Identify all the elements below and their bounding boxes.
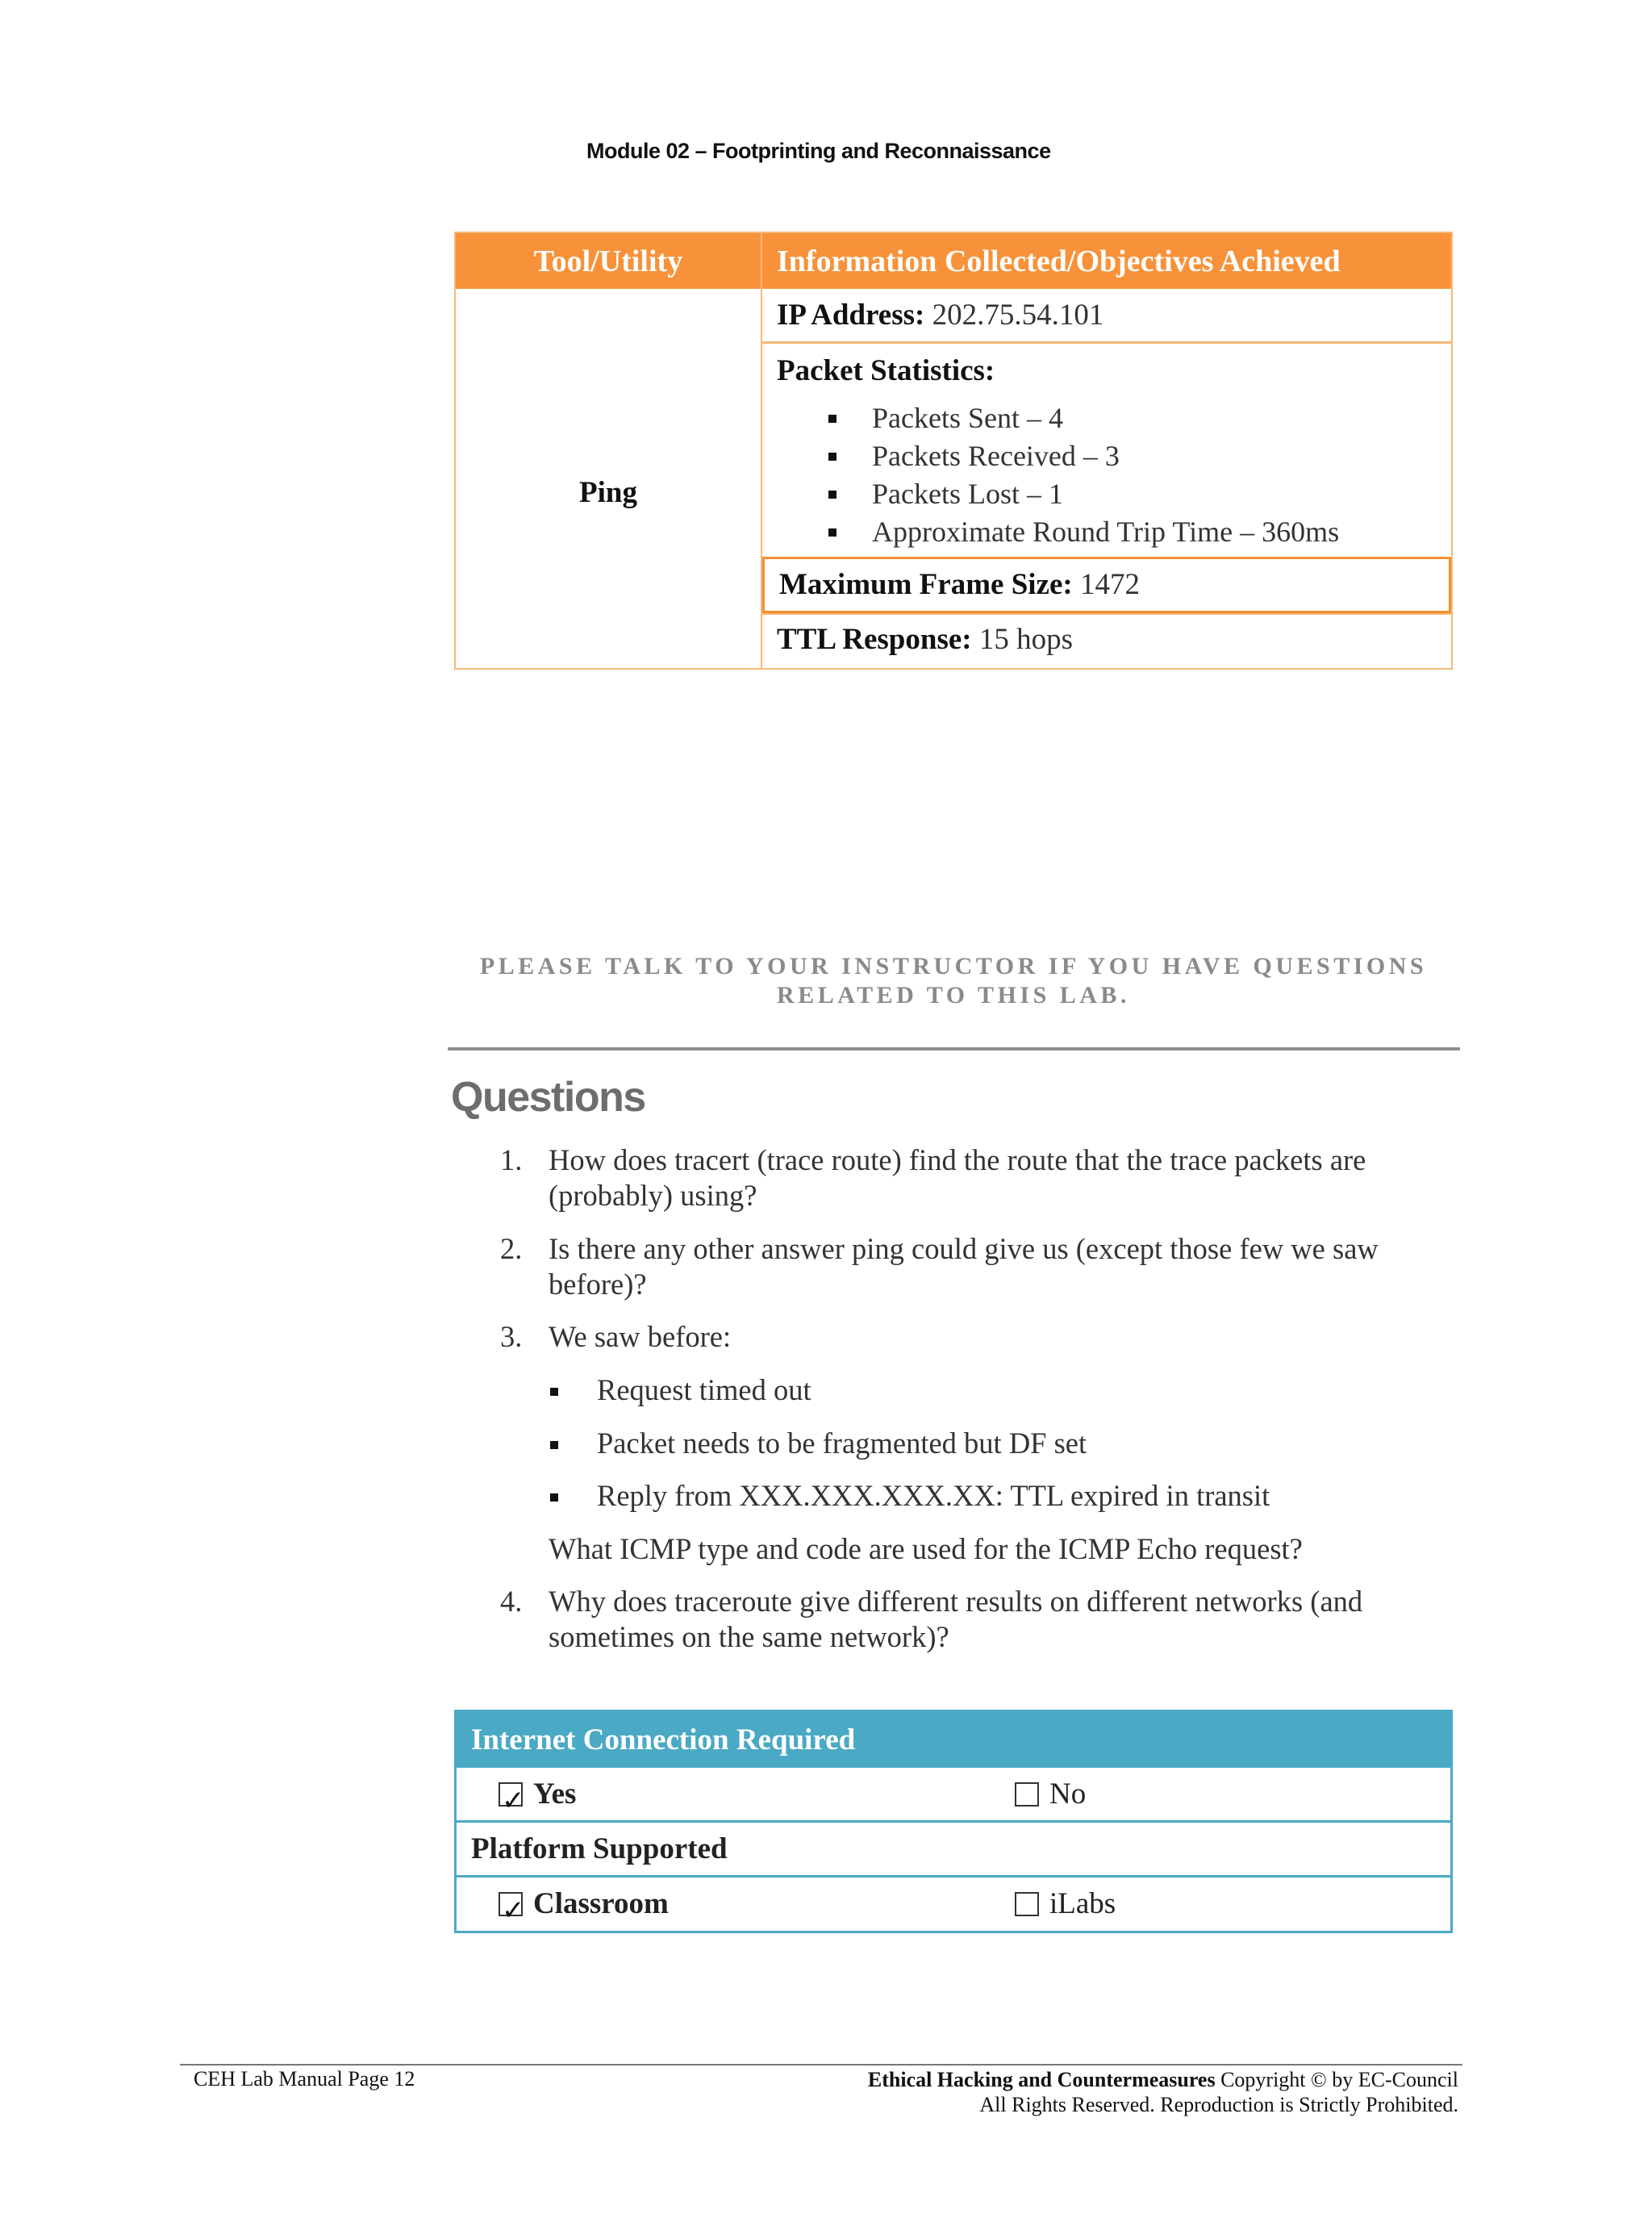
bullet-text: Packet needs to be fragmented but DF set: [597, 1426, 1087, 1460]
ping-results-table: [454, 232, 1453, 670]
question-number: 4.: [500, 1585, 523, 1618]
bullet-text: Reply from XXX.XXX.XXX.XX: TTL expired in transit: [597, 1479, 1270, 1512]
question-line: Why does traceroute give different results on different networks (and: [549, 1585, 1363, 1618]
bullet-text: Request timed out: [597, 1373, 811, 1406]
no-label: No: [1049, 1777, 1087, 1811]
question-text: [549, 1142, 1460, 1213]
list-item: Packets Lost – 1: [825, 475, 1451, 513]
question-number: 3.: [500, 1320, 523, 1353]
list-item: Packets Sent – 4: [825, 399, 1451, 437]
list-item: Approximate Round Trip Time – 360ms: [825, 513, 1451, 551]
question-text: [549, 1584, 1460, 1655]
platform-options-row: [457, 1875, 1450, 1932]
footer-copyright: [868, 2067, 1458, 2117]
question-line: sometimes on the same network)?: [549, 1620, 949, 1653]
internet-options-row: [457, 1768, 1450, 1823]
yes-checkbox[interactable]: [499, 1782, 523, 1807]
footer-rights: All Rights Reserved. Reproduction is Strictly Prohibited.: [979, 2093, 1458, 2116]
requirements-box: [454, 1710, 1453, 1933]
frame-value: 1472: [1072, 568, 1140, 601]
frame-label: Maximum Frame Size:: [779, 568, 1073, 601]
packet-stats-list: [777, 399, 1451, 551]
no-checkbox[interactable]: [1015, 1782, 1039, 1807]
question-4: [500, 1584, 1460, 1655]
ilabs-checkbox[interactable]: [1015, 1892, 1039, 1916]
question-1: [500, 1142, 1460, 1213]
question-line: How does tracert (trace route) find the route that the trace packets are: [549, 1143, 1366, 1176]
list-item: [549, 1372, 811, 1408]
question-3-followup: What ICMP type and code are used for the ICMP Echo request?: [549, 1532, 1303, 1565]
question-line: Is there any other answer ping could give us (except those few we saw: [549, 1232, 1379, 1265]
question-2: [500, 1231, 1460, 1302]
ip-label: IP Address:: [777, 299, 925, 332]
row-ip-address: [762, 289, 1451, 344]
column-header-tool: Tool/Utility: [456, 233, 761, 289]
footer-book-title: Ethical Hacking and Countermeasures: [867, 2068, 1216, 2091]
footer-divider: [180, 2064, 1462, 2066]
notice-line-2: RELATED TO THIS LAB.: [777, 982, 1130, 1009]
question-number: 1.: [500, 1143, 523, 1176]
notice-line-1: PLEASE TALK TO YOUR INSTRUCTOR IF YOU HAVE QUESTIONS: [479, 953, 1428, 980]
column-header-info: Information Collected/Objectives Achieved: [762, 233, 1451, 289]
question-3: [500, 1319, 1460, 1355]
yes-label: Yes: [533, 1777, 577, 1811]
question-line: before)?: [549, 1268, 647, 1301]
ttl-label: TTL Response:: [777, 623, 972, 656]
row-ttl-response: [762, 613, 1451, 670]
platform-supported-header: Platform Supported: [457, 1820, 1450, 1878]
list-item: Packets Received – 3: [825, 437, 1451, 475]
question-number: 2.: [500, 1232, 523, 1265]
internet-connection-header: Internet Connection Required: [457, 1712, 1450, 1768]
classroom-checkbox[interactable]: [499, 1892, 523, 1916]
instructor-notice: [452, 952, 1455, 1010]
ttl-value: 15 hops: [971, 623, 1073, 656]
footer-copyright-text: Copyright © by EC-Council: [1215, 2068, 1458, 2091]
classroom-label: Classroom: [533, 1887, 669, 1920]
row-packet-statistics: [762, 344, 1451, 558]
tool-name: Ping: [579, 476, 637, 509]
footer-page-label: CEH Lab Manual Page 12: [194, 2067, 415, 2091]
question-line: (probably) using?: [549, 1179, 757, 1212]
module-header: Module 02 – Footprinting and Reconnaissance: [586, 139, 1051, 163]
packet-stats-label: Packet Statistics:: [777, 354, 995, 387]
question-text: [549, 1231, 1460, 1302]
list-item: [549, 1426, 1087, 1461]
section-divider: [448, 1047, 1460, 1051]
question-text: We saw before:: [549, 1320, 732, 1353]
ilabs-label: iLabs: [1049, 1887, 1116, 1920]
ip-value: 202.75.54.101: [924, 299, 1104, 332]
row-max-frame-size: [762, 557, 1451, 613]
list-item: [549, 1478, 1270, 1514]
questions-title: Questions: [451, 1074, 645, 1121]
